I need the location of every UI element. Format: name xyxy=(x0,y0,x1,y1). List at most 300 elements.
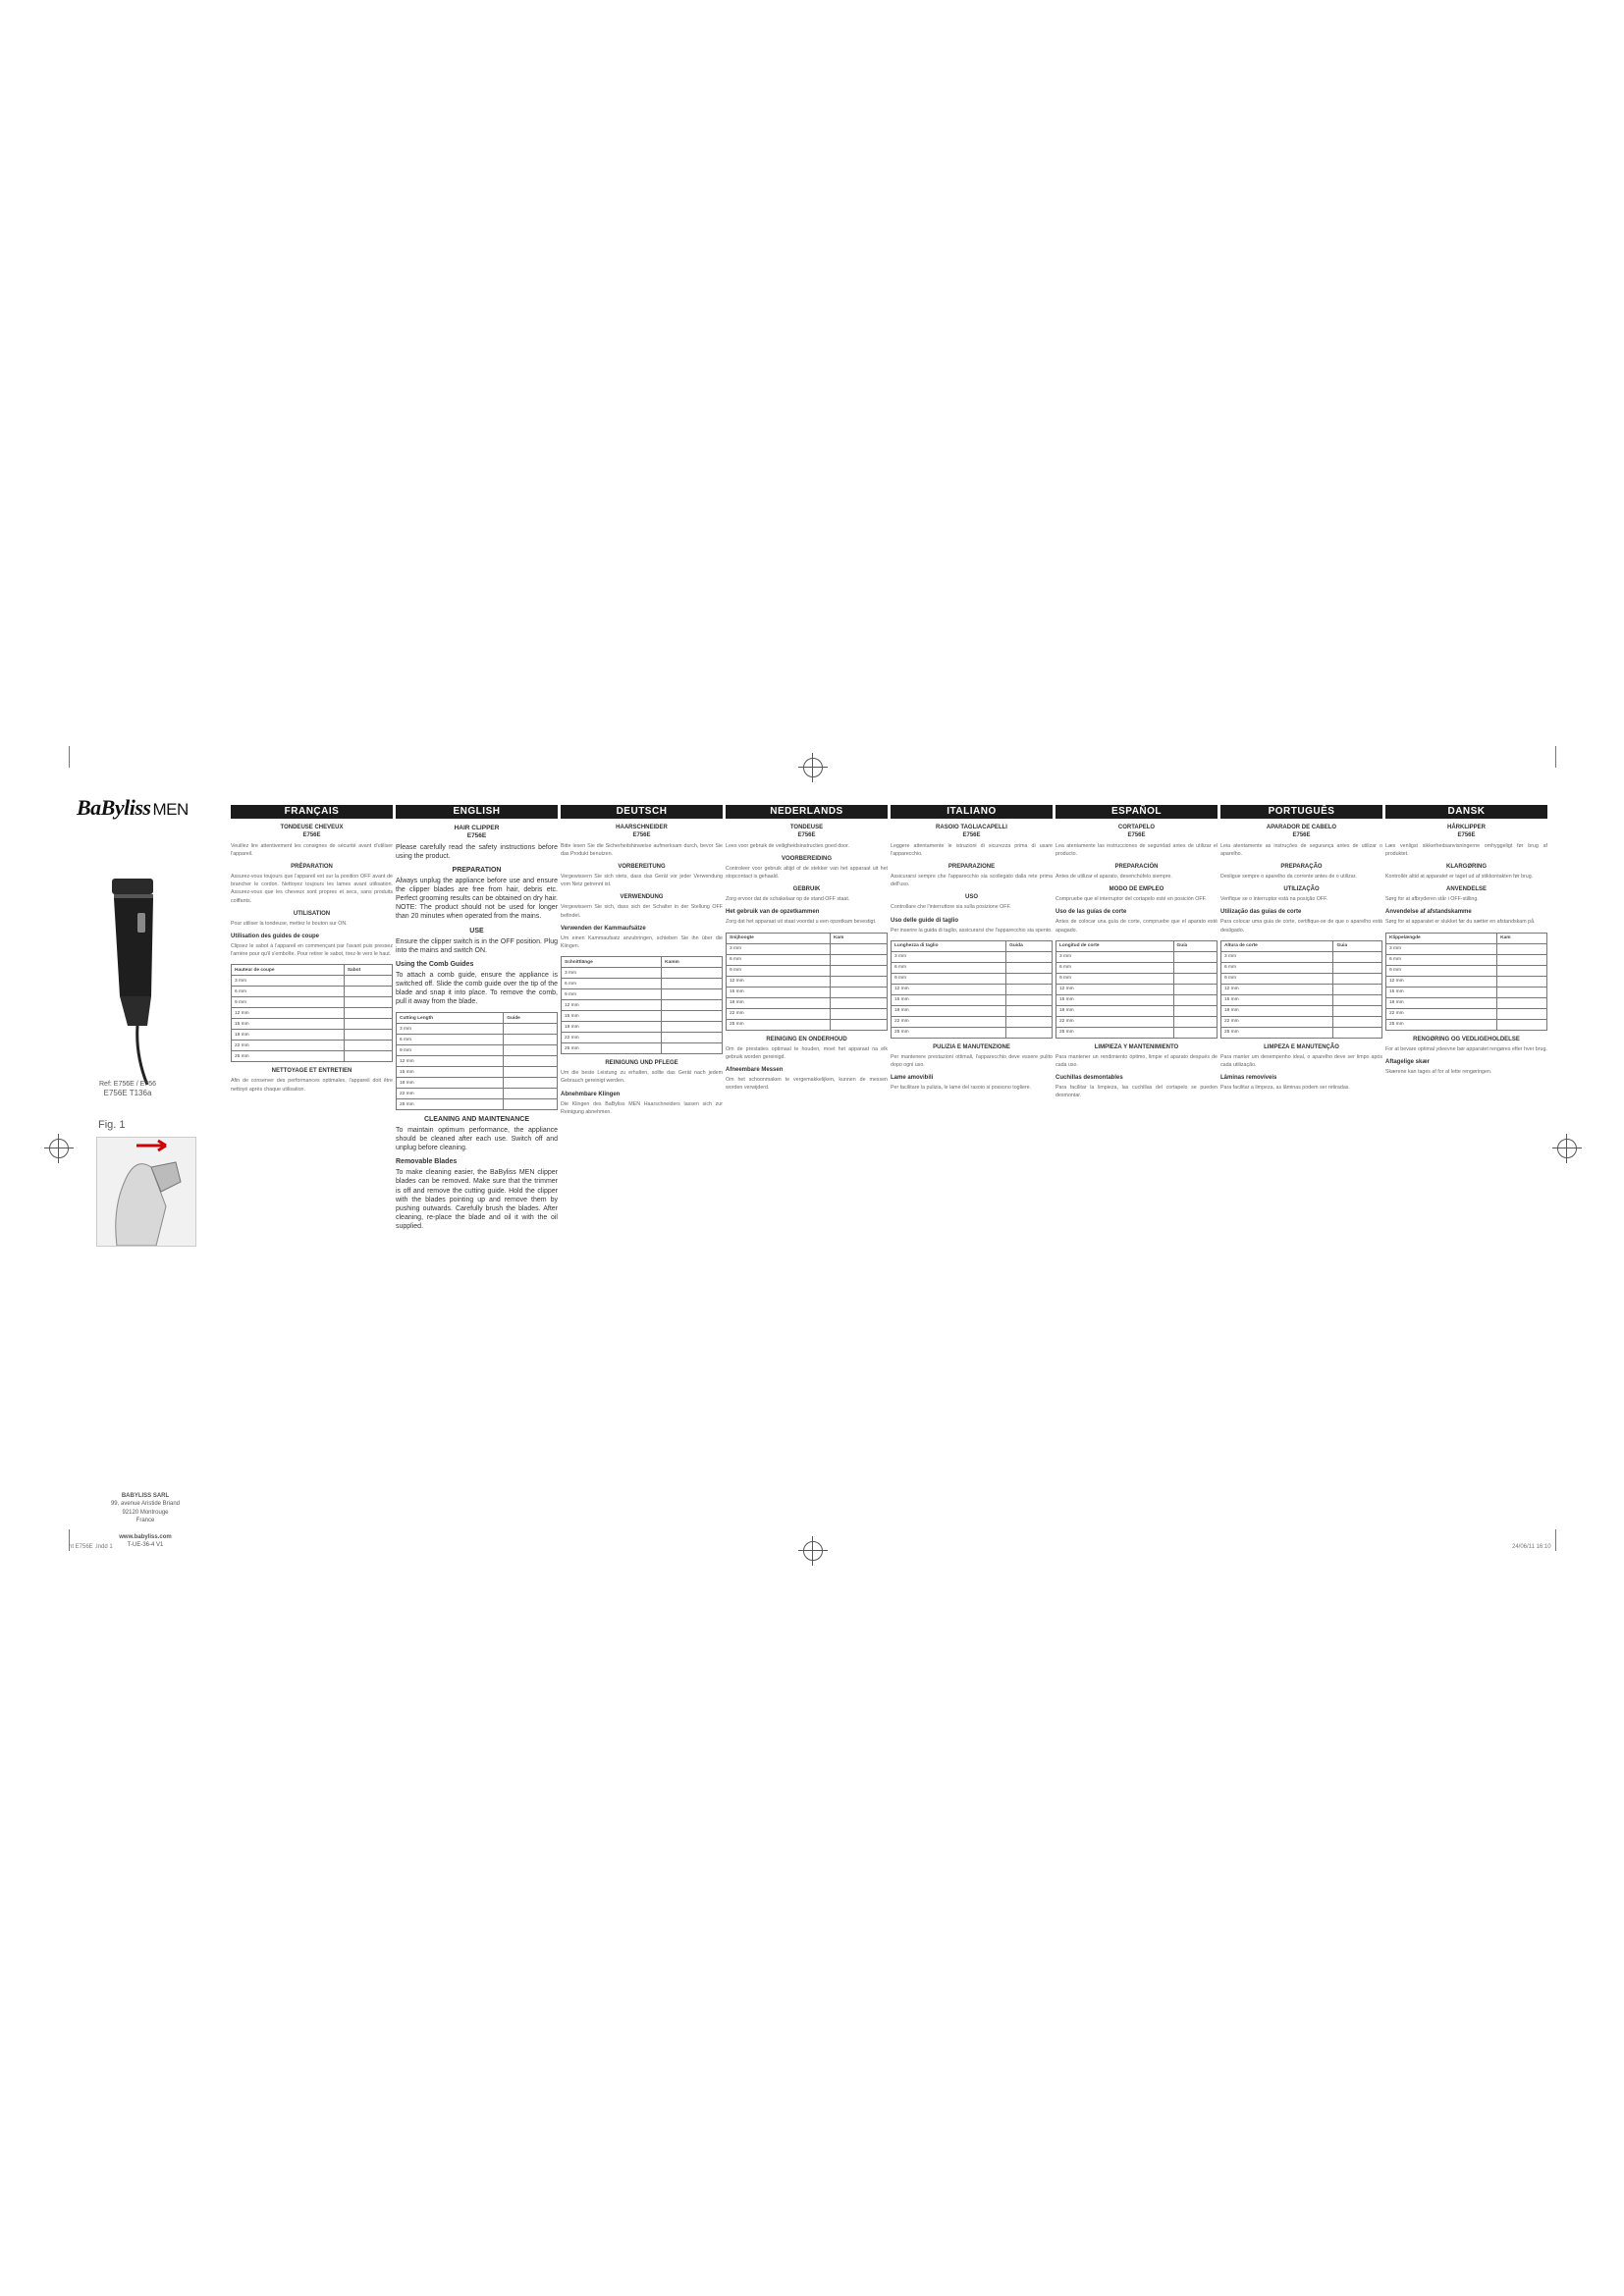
table-row xyxy=(727,943,888,954)
table-header-row xyxy=(1056,940,1218,951)
table-cell: 25 mm xyxy=(232,1051,345,1062)
product-title: RASOIO TAGLIACAPELLI xyxy=(936,825,1007,830)
table-cell xyxy=(1006,984,1053,994)
table-row xyxy=(1221,951,1382,962)
section-text: Sørg for at apparatet er slukket før du sætter en afstandskam på. xyxy=(1385,919,1536,926)
table-row xyxy=(1221,984,1382,994)
table-cell: 25 mm xyxy=(397,1099,504,1110)
registration-mark-icon xyxy=(803,758,823,777)
section-text: Assurez-vous toujours que l'appareil est sur la position OFF avant de brancher le cordon. Nettoyez toujours les lames avant utilisation. Assurez-vous que les cheveux sont propres et secs, sans produits coiffants. xyxy=(231,874,393,904)
table-cell: 15 mm xyxy=(1221,994,1333,1005)
figure-1-illustration xyxy=(96,1137,196,1247)
table-row xyxy=(1386,976,1547,987)
table-row xyxy=(727,987,888,997)
table-cell xyxy=(1006,1016,1053,1027)
cutting-length-table xyxy=(396,1012,558,1110)
table-cell xyxy=(344,976,392,987)
crop-mark xyxy=(1555,746,1556,768)
language-header: NEDERLANDS xyxy=(726,805,888,819)
table-cell xyxy=(1173,994,1217,1005)
table-cell: 22 mm xyxy=(1386,1008,1497,1019)
table-cell: 3 mm xyxy=(727,943,831,954)
crop-mark xyxy=(1555,1529,1556,1551)
table-cell: 6 mm xyxy=(397,1035,504,1045)
table-cell: 15 mm xyxy=(892,994,1006,1005)
table-cell: 12 mm xyxy=(727,976,831,987)
table-header-cell: Guia xyxy=(1333,940,1382,951)
section-text: Om het schoonmaken te vergemakkelijken, kunnen de messen worden verwijderd. xyxy=(726,1077,888,1092)
section-heading: Removable Blades xyxy=(396,1158,458,1166)
product-model: E756E xyxy=(1292,831,1311,838)
table-row xyxy=(892,973,1053,984)
brand-logo xyxy=(77,795,194,821)
table-cell xyxy=(344,1041,392,1051)
table-row xyxy=(1221,994,1382,1005)
table-row xyxy=(397,1045,558,1056)
table-cell xyxy=(1006,1027,1053,1038)
table-row xyxy=(562,1043,723,1054)
section-heading: GEBRUIK xyxy=(792,886,821,893)
section-text: To make cleaning easier, the BaByliss MEN clipper blades can be removed. Make sure that the trimmer is off and remove the cutting guide. Hold the clipper with the blades pointing up and remove them by pushing outwards. Carefully brush the blades. After cleaning, re-place the blade and oil it with the oil supplied. xyxy=(396,1169,558,1230)
section-heading: Abnehmbare Klingen xyxy=(561,1091,621,1097)
table-row xyxy=(232,1051,393,1062)
table-header-cell: Kamm xyxy=(662,957,723,968)
table-cell: 25 mm xyxy=(892,1027,1006,1038)
table-header-cell: Hauteur de coupe xyxy=(232,965,345,976)
product-title: CORTAPELO xyxy=(1117,825,1156,830)
table-cell: 6 mm xyxy=(562,979,662,989)
table-header-cell: Klippelængde xyxy=(1386,933,1497,943)
table-cell: 12 mm xyxy=(232,1008,345,1019)
product-title: APARADOR DE CABELO xyxy=(1266,825,1337,830)
table-cell: 12 mm xyxy=(1056,984,1174,994)
section-text: Kontrollér altid at apparatet er taget ud af stikkontakten før brug. xyxy=(1385,874,1534,880)
table-row xyxy=(892,1027,1053,1038)
section-heading: Using the Comb Guides xyxy=(396,960,474,968)
table-header-cell: Guida xyxy=(1006,940,1053,951)
cutting-length-table xyxy=(561,956,723,1054)
table-row xyxy=(1056,951,1218,962)
table-cell: 25 mm xyxy=(1386,1019,1497,1030)
product-model: E756E xyxy=(302,831,321,838)
language-column xyxy=(1385,805,1547,1078)
section-heading: ANVENDELSE xyxy=(1445,886,1487,893)
table-row xyxy=(1056,1005,1218,1016)
product-model: E756E xyxy=(466,832,487,840)
table-row xyxy=(232,997,393,1008)
table-row xyxy=(1056,984,1218,994)
table-cell: 12 mm xyxy=(562,1000,662,1011)
table-cell xyxy=(1333,1027,1382,1038)
section-heading: USO xyxy=(964,894,978,901)
cutting-length-table xyxy=(1220,940,1382,1039)
section-text: Always unplug the appliance before use and ensure the clipper blades are free from hair, debris etc. Perfect grooming results can be obtained on dry hair. NOTE: The product should not be used for longer than 20 minutes when operated from the mains. xyxy=(396,878,558,921)
section-heading: VERWENDUNG xyxy=(620,894,664,901)
table-header-row xyxy=(892,940,1053,951)
language-header: FRANÇAIS xyxy=(231,805,393,819)
table-cell: 25 mm xyxy=(562,1043,662,1054)
table-header-cell: Kam xyxy=(1497,933,1547,943)
table-cell xyxy=(662,1022,723,1033)
table-cell: 18 mm xyxy=(397,1078,504,1089)
table-cell xyxy=(662,979,723,989)
table-cell xyxy=(830,1008,887,1019)
address-street: 99, avenue Aristide Briand xyxy=(110,1501,181,1508)
section-text: To maintain optimum performance, the appliance should be cleaned after each use. Switch off and unplug before cleaning. xyxy=(396,1127,558,1152)
table-row xyxy=(562,979,723,989)
section-heading: USE xyxy=(469,927,484,934)
table-cell: 22 mm xyxy=(562,1033,662,1043)
table-cell: 9 mm xyxy=(562,989,662,1000)
product-title: TONDEUSE xyxy=(789,825,824,830)
table-cell: 9 mm xyxy=(1056,973,1174,984)
language-column xyxy=(726,805,888,1094)
table-cell xyxy=(662,1011,723,1022)
table-header-row xyxy=(397,1013,558,1024)
table-cell: 12 mm xyxy=(1386,976,1497,987)
table-cell xyxy=(504,1078,558,1089)
table-cell xyxy=(344,987,392,997)
language-column xyxy=(891,805,1053,1094)
table-row xyxy=(1221,973,1382,984)
table-cell xyxy=(344,1008,392,1019)
section-text: Pour utiliser la tondeuse, mettez le bouton sur ON. xyxy=(231,920,348,927)
language-header: DEUTSCH xyxy=(561,805,723,819)
table-cell xyxy=(662,1033,723,1043)
table-cell: 18 mm xyxy=(727,997,831,1008)
table-row xyxy=(892,1005,1053,1016)
table-cell: 6 mm xyxy=(1221,962,1333,973)
section-heading: Lame amovibili xyxy=(891,1075,934,1082)
product-title: TONDEUSE CHEVEUX xyxy=(280,825,344,830)
footer-left: ht E756E .Indd 1 xyxy=(69,1544,113,1550)
table-row xyxy=(892,962,1053,973)
intro-text: Please carefully read the safety instructions before using the product. xyxy=(396,843,558,860)
table-header-cell: Cutting Length xyxy=(397,1013,504,1024)
section-heading: PREPARATION xyxy=(452,867,502,875)
table-cell xyxy=(344,1019,392,1030)
language-header: PORTUGUÊS xyxy=(1220,805,1382,819)
table-row xyxy=(232,1019,393,1030)
table-cell xyxy=(662,989,723,1000)
website-link[interactable]: www.babyliss.com xyxy=(119,1533,172,1540)
table-cell xyxy=(1333,1005,1382,1016)
section-text: To attach a comb guide, ensure the appliance is switched off. Slide the comb guide over the tip of the blade and snap it into place. To remove the comb, pull it away from the blade. xyxy=(396,971,558,1005)
section-text: Controleer voor gebruik altijd of de stekker van het apparaat uit het stopcontact is gehaald. xyxy=(726,865,888,880)
section-text: Afin de conserver des performances optimales, l'appareil doit être nettoyé après chaque utilisation. xyxy=(231,1078,393,1093)
section-heading: Aftagelige skær xyxy=(1385,1058,1431,1065)
section-heading: LIMPIEZA Y MANTENIMIENTO xyxy=(1094,1043,1179,1050)
section-text: Die Klingen des BaByliss MEN Haarschneiders lassen sich zur Reinigung abnehmen. xyxy=(561,1100,723,1115)
table-cell xyxy=(1333,1016,1382,1027)
section-heading: UTILISATION xyxy=(293,910,331,917)
table-cell xyxy=(1333,994,1382,1005)
table-row xyxy=(727,997,888,1008)
table-cell: 9 mm xyxy=(892,973,1006,984)
table-cell xyxy=(1006,1005,1053,1016)
table-cell xyxy=(1006,973,1053,984)
table-header-cell: Kam xyxy=(830,933,887,943)
cutting-length-table xyxy=(726,933,888,1031)
table-cell xyxy=(1497,997,1547,1008)
language-header: ENGLISH xyxy=(396,805,558,819)
table-row xyxy=(1386,965,1547,976)
section-text: Controllare che l'interruttore sia sulla posizione OFF. xyxy=(891,904,1011,911)
table-cell: 3 mm xyxy=(397,1024,504,1035)
table-cell: 22 mm xyxy=(727,1008,831,1019)
cutting-length-table xyxy=(231,964,393,1062)
table-cell: 25 mm xyxy=(727,1019,831,1030)
table-cell: 22 mm xyxy=(1221,1016,1333,1027)
section-heading: Uso de las guías de corte xyxy=(1056,909,1127,916)
table-cell: 6 mm xyxy=(892,962,1006,973)
section-heading: Utilização das guias de corte xyxy=(1220,909,1302,916)
table-cell: 6 mm xyxy=(1056,962,1174,973)
section-text: Para manter um desempenho ideal, o aparelho deve ser limpo após cada utilização. xyxy=(1220,1053,1382,1069)
section-heading: REINIGUNG UND PFLEGE xyxy=(605,1060,678,1067)
company-name: BABYLISS SARL xyxy=(121,1493,170,1499)
table-cell xyxy=(830,954,887,965)
section-heading: CLEANING AND MAINTENANCE xyxy=(423,1116,530,1124)
brand-name: BaByliss xyxy=(77,795,151,820)
section-heading: Afneembare Messen xyxy=(726,1067,784,1074)
section-heading: NETTOYAGE ET ENTRETIEN xyxy=(271,1068,352,1075)
section-text: Verifique se o interruptor está na posição OFF. xyxy=(1220,896,1328,903)
address-country: France xyxy=(135,1518,155,1524)
table-header-cell: Guide xyxy=(504,1013,558,1024)
intro-text: Leggere attentamente le istruzioni di sicurezza prima di usare l'apparecchio. xyxy=(891,842,1053,857)
language-header: ESPAÑOL xyxy=(1056,805,1218,819)
language-column xyxy=(561,805,723,1118)
table-row xyxy=(727,965,888,976)
section-text: Zorg ervoor dat de schakelaar op de stand OFF staat. xyxy=(726,896,850,903)
table-cell: 22 mm xyxy=(397,1089,504,1099)
registration-mark-icon xyxy=(49,1139,69,1158)
table-row xyxy=(727,954,888,965)
table-row xyxy=(892,1016,1053,1027)
table-row xyxy=(232,1030,393,1041)
table-cell: 3 mm xyxy=(1386,943,1497,954)
table-cell xyxy=(1497,954,1547,965)
table-cell: 15 mm xyxy=(397,1067,504,1078)
table-row xyxy=(1056,962,1218,973)
table-row xyxy=(562,1022,723,1033)
table-cell: 9 mm xyxy=(397,1045,504,1056)
table-header-row xyxy=(727,933,888,943)
clipper-product-image xyxy=(108,879,163,1085)
table-cell xyxy=(830,987,887,997)
section-heading: REINIGING EN ONDERHOUD xyxy=(766,1036,847,1042)
table-cell xyxy=(1333,984,1382,994)
table-row xyxy=(397,1067,558,1078)
table-row xyxy=(1386,987,1547,997)
section-heading: PREPARAZIONE xyxy=(947,864,996,870)
table-row xyxy=(397,1056,558,1067)
table-cell: 3 mm xyxy=(562,968,662,979)
section-text: Para facilitar la limpieza, las cuchillas del cortapelo se pueden desmontar. xyxy=(1056,1085,1218,1099)
section-heading: PREPARACIÓN xyxy=(1114,864,1159,870)
table-row xyxy=(892,994,1053,1005)
table-cell: 3 mm xyxy=(1221,951,1333,962)
section-text: Um einen Kammaufsatz anzubringen, schieben Sie ihn über die Klingen. xyxy=(561,934,723,950)
table-row xyxy=(232,987,393,997)
registration-mark-icon xyxy=(803,1541,823,1561)
section-text: Per inserire la guida di taglio, assicurarsi che l'apparecchio sia spento. xyxy=(891,927,1053,934)
table-cell: 22 mm xyxy=(1056,1016,1174,1027)
language-column xyxy=(1056,805,1218,1102)
section-heading: RENGØRING OG VEDLIGEHOLDELSE xyxy=(1413,1036,1520,1042)
section-heading: PREPARAÇÃO xyxy=(1280,864,1323,870)
table-row xyxy=(562,1000,723,1011)
intro-text: Veuillez lire attentivement les consignes de sécurité avant d'utiliser l'appareil. xyxy=(231,842,393,857)
product-title: HÅRKLIPPER xyxy=(1446,825,1486,830)
table-cell xyxy=(504,1056,558,1067)
table-cell xyxy=(1497,1019,1547,1030)
table-cell xyxy=(1333,951,1382,962)
table-cell: 9 mm xyxy=(727,965,831,976)
table-cell: 9 mm xyxy=(1386,965,1497,976)
product-model: E756E xyxy=(797,831,816,838)
table-cell xyxy=(830,976,887,987)
table-cell xyxy=(1173,951,1217,962)
table-row xyxy=(1386,954,1547,965)
table-cell xyxy=(830,943,887,954)
table-cell: 18 mm xyxy=(1386,997,1497,1008)
section-heading: Uso delle guide di taglio xyxy=(891,917,959,924)
section-heading: VORBEREITUNG xyxy=(618,864,666,870)
product-model: E756E xyxy=(962,831,981,838)
table-row xyxy=(1386,1008,1547,1019)
section-heading: LIMPEZA E MANUTENÇÃO xyxy=(1264,1043,1339,1050)
table-row xyxy=(892,984,1053,994)
section-text: Antes de colocar una guía de corte, compruebe que el aparato esté apagado. xyxy=(1056,919,1218,934)
footer-right: 24/06/11 16:10 xyxy=(1512,1544,1551,1550)
crop-mark xyxy=(69,746,70,768)
cutting-length-table xyxy=(1056,940,1218,1039)
section-heading: KLARGØRING xyxy=(1446,864,1487,870)
table-cell xyxy=(504,1067,558,1078)
section-text: Vergewissern Sie sich, dass sich der Schalter in der Stellung OFF befindet. xyxy=(561,904,723,919)
table-row xyxy=(562,989,723,1000)
table-cell xyxy=(344,1030,392,1041)
table-cell: 6 mm xyxy=(1386,954,1497,965)
section-heading: Anvendelse af afstandskamme xyxy=(1385,909,1472,916)
brand-suffix: MEN xyxy=(152,800,189,819)
table-row xyxy=(1056,1016,1218,1027)
section-heading: Het gebruik van de opzetkammen xyxy=(726,909,820,916)
table-cell: 9 mm xyxy=(1221,973,1333,984)
table-cell: 3 mm xyxy=(892,951,1006,962)
section-heading: PRÉPARATION xyxy=(291,864,333,870)
table-cell xyxy=(1497,965,1547,976)
intro-text: Leia atentamente as instruções de segurança antes de utilizar o aparelho. xyxy=(1220,842,1382,857)
table-cell xyxy=(1173,984,1217,994)
table-cell: 15 mm xyxy=(1386,987,1497,997)
intro-text: Lees voor gebruik de veiligheidsinstructies goed door. xyxy=(726,842,850,849)
table-row xyxy=(397,1035,558,1045)
intro-text: Lea atentamente las instrucciones de seguridad antes de utilizar el producto. xyxy=(1056,842,1218,857)
table-cell xyxy=(344,997,392,1008)
section-heading: Utilisation des guides de coupe xyxy=(231,934,320,940)
table-header-row xyxy=(1221,940,1382,951)
table-cell: 6 mm xyxy=(232,987,345,997)
intro-text: Bitte lesen Sie die Sicherheitshinweise aufmerksam durch, bevor Sie das Produkt benutzen. xyxy=(561,842,723,857)
table-header-row xyxy=(232,965,393,976)
table-header-row xyxy=(562,957,723,968)
table-cell xyxy=(1497,987,1547,997)
section-text: Antes de utilizar el aparato, desenchúfelo siempre. xyxy=(1056,874,1172,880)
table-cell: 3 mm xyxy=(232,976,345,987)
section-text: Compruebe que el interruptor del cortapelo esté en posición OFF. xyxy=(1056,896,1207,903)
table-row xyxy=(1221,962,1382,973)
figure-label: Fig. 1 xyxy=(98,1119,126,1131)
table-cell xyxy=(504,1045,558,1056)
table-cell: 12 mm xyxy=(1221,984,1333,994)
table-header-cell: Lunghezza di taglio xyxy=(892,940,1006,951)
table-cell: 12 mm xyxy=(892,984,1006,994)
table-cell xyxy=(662,1043,723,1054)
table-cell: 15 mm xyxy=(232,1019,345,1030)
section-text: Ensure the clipper switch is in the OFF position. Plug into the mains and switch ON. xyxy=(396,937,558,954)
table-header-cell: Guía xyxy=(1173,940,1217,951)
table-cell: 9 mm xyxy=(232,997,345,1008)
language-header: ITALIANO xyxy=(891,805,1053,819)
table-row xyxy=(232,976,393,987)
table-row xyxy=(727,1019,888,1030)
brand-block xyxy=(77,795,194,821)
table-cell xyxy=(662,968,723,979)
table-cell: 25 mm xyxy=(1221,1027,1333,1038)
section-heading: MODO DE EMPLEO xyxy=(1109,886,1164,893)
section-text: Clipsez le sabot à l'appareil en commençant par l'avant puis pressez l'arrière pour qu'il s'emboîte. Pour retirer le sabot, tirez-le vers le haut. xyxy=(231,943,393,958)
table-row xyxy=(1221,1005,1382,1016)
table-row xyxy=(1056,1027,1218,1038)
table-cell xyxy=(504,1024,558,1035)
table-cell xyxy=(504,1035,558,1045)
language-column xyxy=(396,805,558,1233)
product-model: E756E xyxy=(1127,831,1146,838)
table-cell xyxy=(1173,1027,1217,1038)
table-cell xyxy=(504,1099,558,1110)
table-row xyxy=(232,1008,393,1019)
table-row xyxy=(1056,994,1218,1005)
table-cell xyxy=(1497,943,1547,954)
table-cell: 18 mm xyxy=(232,1030,345,1041)
table-cell: 18 mm xyxy=(892,1005,1006,1016)
section-heading: PULIZIA E MANUTENZIONE xyxy=(933,1043,1010,1050)
table-row xyxy=(397,1099,558,1110)
section-text: Um die beste Leistung zu erhalten, sollte das Gerät nach jedem Gebrauch gereinigt werden. xyxy=(561,1070,723,1085)
section-text: Per facilitare la pulizia, le lame del rasoio si possono togliere. xyxy=(891,1085,1032,1092)
table-row xyxy=(562,968,723,979)
table-row xyxy=(1221,1016,1382,1027)
table-row xyxy=(397,1078,558,1089)
language-column xyxy=(231,805,393,1095)
product-title: HAARSCHNEIDER xyxy=(616,825,668,830)
section-text: Sørg for at afbryderen står i OFF-stilling. xyxy=(1385,896,1479,903)
section-text: Vergewissern Sie sich stets, dass das Gerät vor jeder Verwendung vom Netz getrennt ist. xyxy=(561,874,723,888)
model-line-2: E756E T136a xyxy=(103,1089,152,1098)
table-cell xyxy=(1006,951,1053,962)
section-text: Assicurarsi sempre che l'apparecchio sia scollegato dalla rete prima dell'uso. xyxy=(891,874,1053,888)
table-cell: 12 mm xyxy=(397,1056,504,1067)
table-cell xyxy=(1173,1005,1217,1016)
table-row xyxy=(232,1041,393,1051)
document-code: T-UE-36-4 V1 xyxy=(127,1541,164,1548)
table-cell xyxy=(1333,962,1382,973)
table-row xyxy=(1386,997,1547,1008)
table-cell xyxy=(662,1000,723,1011)
